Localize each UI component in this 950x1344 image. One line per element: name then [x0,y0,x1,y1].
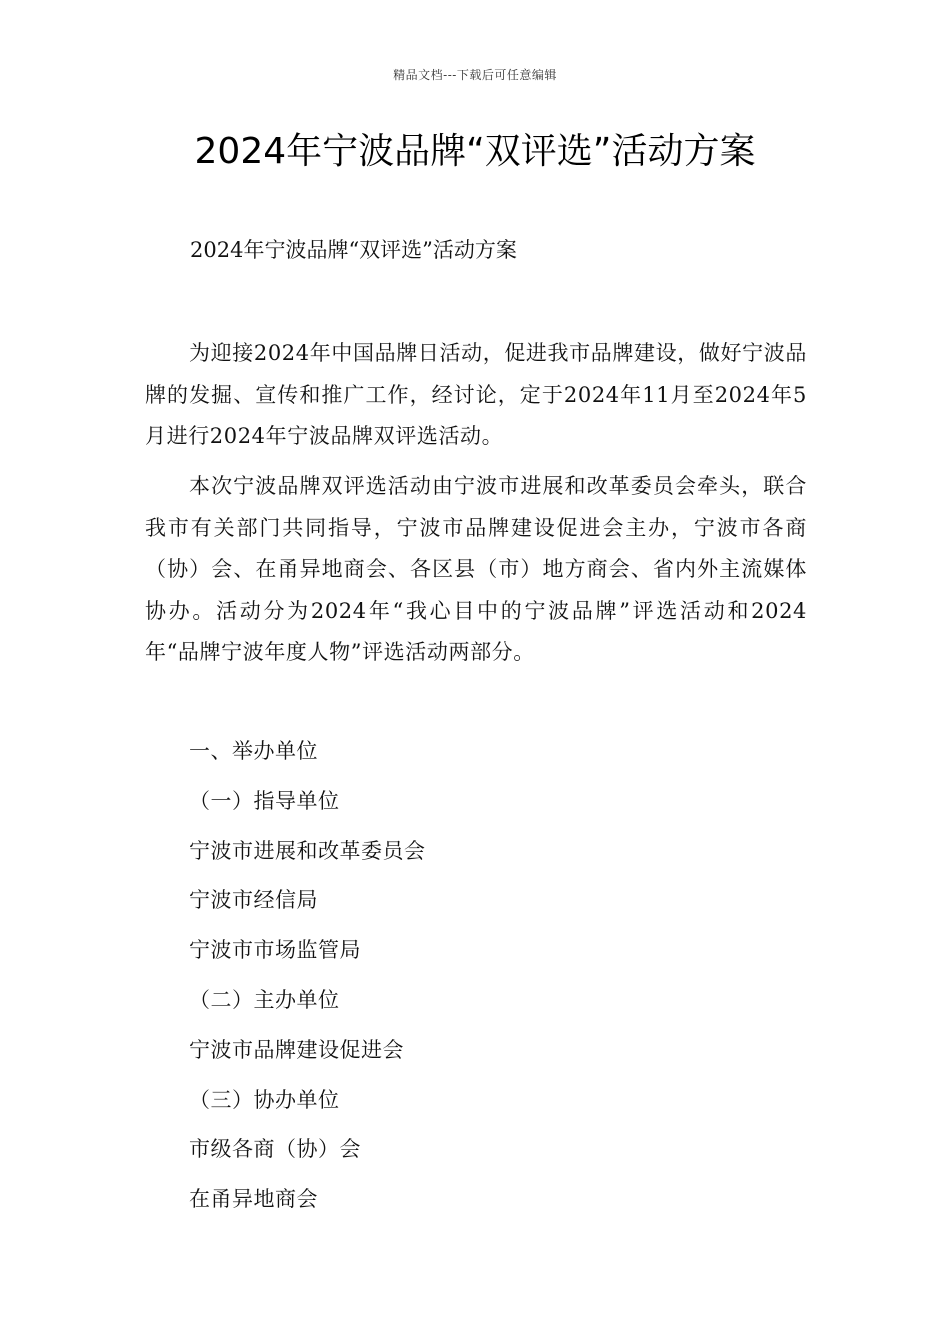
organizer-list [189,727,426,1225]
list-item: 宁波市经信局 [189,888,318,913]
list-item: 宁波市品牌建设促进会 [189,1037,404,1062]
document-title: 2024年宁波品牌“双评选”活动方案 [194,131,756,172]
subsection-guiding-units: （一）指导单位 [189,788,340,813]
document-body [145,333,807,674]
list-item: 市级各商（协）会 [189,1137,361,1162]
section-heading-organizers: 一、举办单位 [189,739,318,763]
paragraph-intro: 为迎接2024年中国品牌日活动，促进我市品牌建设，做好宁波品牌的发掘、宣传和推广工作，经讨论，定于2024年11月至2024年5月进行2024年宁波品牌双评选活动。 [145,341,807,448]
subsection-host-units: （二）主办单位 [189,987,340,1012]
document-subtitle: 2024年宁波品牌“双评选”活动方案 [190,238,517,262]
paragraph-organization: 本次宁波品牌双评选活动由宁波市进展和改革委员会牵头，联合我市有关部门共同指导，宁波市品牌建设促进会主办，宁波市各商（协）会、在甬异地商会、各区县（市）地方商会、省内外主流媒体协办。活动分为2024年“我心目中的宁波品牌”评选活动和2024年“品牌宁波年度人物”评选活动两部分。 [145,474,807,664]
list-item: 在甬异地商会 [189,1187,318,1212]
list-item: 宁波市市场监管局 [189,938,361,963]
subsection-co-organizers: （三）协办单位 [189,1087,340,1112]
list-item: 宁波市进展和改革委员会 [189,838,426,863]
header-note: 精品文档---下载后可任意编辑 [393,68,557,82]
